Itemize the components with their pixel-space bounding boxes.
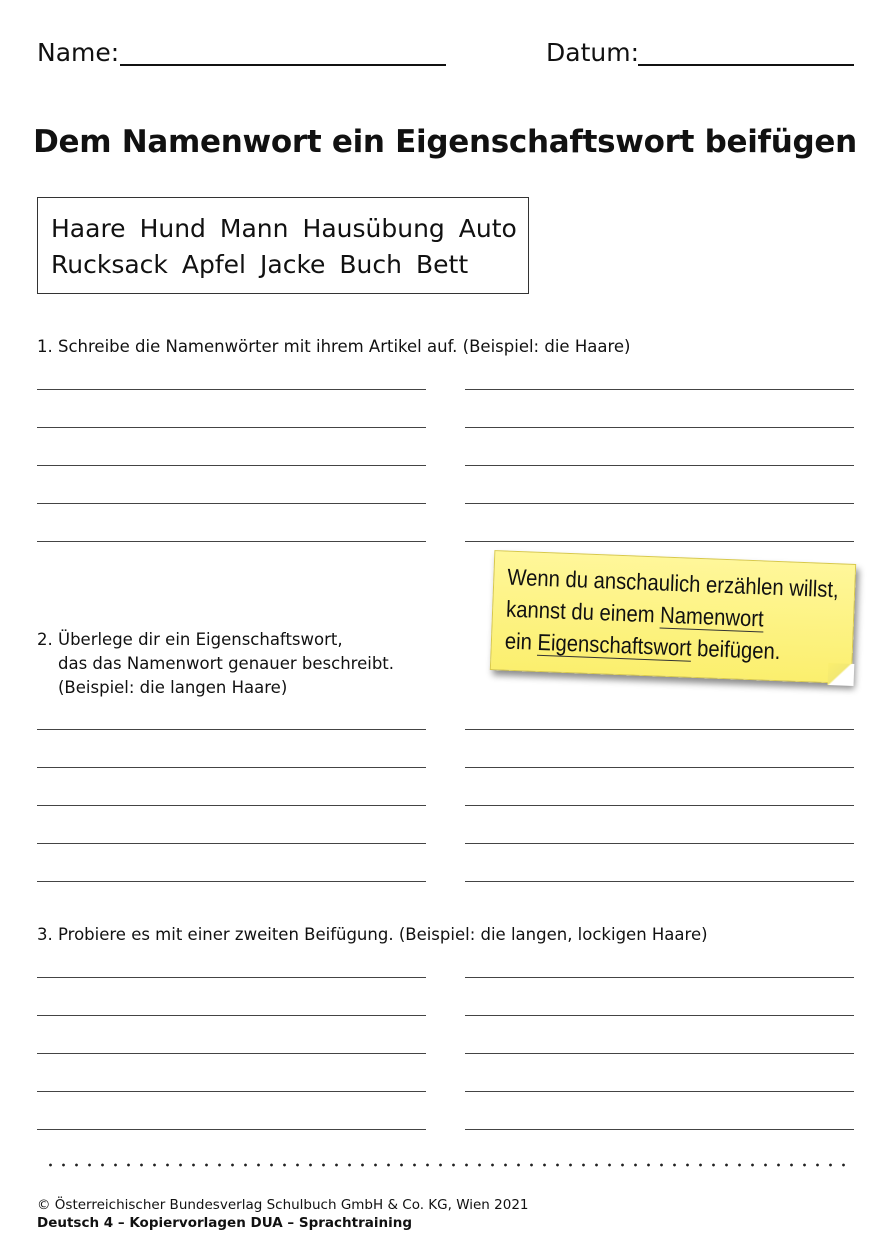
writing-line[interactable] [37, 427, 426, 428]
word-row-2 [51, 247, 528, 283]
underlined-eigenschaftswort: Eigenschaftswort [537, 628, 693, 661]
sticky-note-text [504, 561, 839, 670]
writing-line[interactable] [37, 541, 426, 542]
word-row-1 [51, 211, 528, 247]
underlined-namenwort: Namenwort [659, 601, 765, 632]
writing-line[interactable] [37, 843, 426, 844]
writing-line[interactable] [37, 767, 426, 768]
word-box [37, 197, 529, 294]
writing-line[interactable] [37, 465, 426, 466]
writing-line[interactable] [37, 729, 426, 730]
task-1-instruction: 1. Schreibe die Namenwörter mit ihrem Artikel auf. (Beispiel: die Haare) [37, 337, 631, 356]
writing-line[interactable] [465, 767, 854, 768]
page-title: Dem Namenwort ein Eigenschaftswort beifügen [33, 124, 857, 160]
writing-line[interactable] [465, 541, 854, 542]
note-text-part: beifügen. [691, 634, 781, 665]
writing-line[interactable] [465, 843, 854, 844]
writing-line[interactable] [465, 1015, 854, 1016]
word: Bett [416, 250, 469, 279]
note-text-part: kannst du einem [505, 595, 661, 628]
writing-line[interactable] [37, 805, 426, 806]
task-2-instruction-line-3: (Beispiel: die langen Haare) [58, 678, 288, 697]
writing-line[interactable] [37, 389, 426, 390]
word: Jacke [260, 250, 326, 279]
writing-line[interactable] [37, 881, 426, 882]
word: Mann [219, 214, 289, 243]
series-text: Deutsch 4 – Kopiervorlagen DUA – Sprachtraining [37, 1215, 413, 1231]
writing-line[interactable] [465, 1129, 854, 1130]
writing-line[interactable] [37, 503, 426, 504]
writing-line[interactable] [465, 977, 854, 978]
sticky-note [490, 550, 856, 684]
word: Haare [51, 214, 126, 243]
writing-line[interactable] [465, 881, 854, 882]
note-text-part: ein [504, 627, 539, 655]
writing-line[interactable] [465, 465, 854, 466]
writing-line[interactable] [37, 1091, 426, 1092]
writing-line[interactable] [37, 1053, 426, 1054]
writing-line[interactable] [37, 1129, 426, 1130]
writing-line[interactable] [37, 977, 426, 978]
word: Apfel [181, 250, 246, 279]
task-2-instruction-line-1: 2. Überlege dir ein Eigenschaftswort, [37, 630, 343, 649]
writing-line[interactable] [465, 729, 854, 730]
name-field[interactable] [120, 64, 446, 66]
word: Buch [339, 250, 402, 279]
copyright-text: © Österreichischer Bundesverlag Schulbuch GmbH & Co. KG, Wien 2021 [37, 1197, 529, 1213]
word: Auto [458, 214, 517, 243]
name-label: Name: [37, 38, 120, 67]
writing-line[interactable] [465, 427, 854, 428]
writing-line[interactable] [465, 389, 854, 390]
dotted-separator [44, 1160, 854, 1170]
word: Hausübung [302, 214, 445, 243]
task-3-instruction: 3. Probiere es mit einer zweiten Beifügung. (Beispiel: die langen, lockigen Haare) [37, 925, 708, 944]
word: Hund [139, 214, 206, 243]
writing-line[interactable] [465, 1091, 854, 1092]
date-label: Datum: [546, 38, 639, 67]
writing-line[interactable] [465, 1053, 854, 1054]
task-2-instruction-line-2: das das Namenwort genauer beschreibt. [58, 654, 395, 673]
word: Rucksack [51, 250, 168, 279]
date-field[interactable] [638, 64, 854, 66]
note-line-1: Wenn du anschaulich erzählen willst, [506, 563, 840, 603]
writing-line[interactable] [465, 805, 854, 806]
writing-line[interactable] [37, 1015, 426, 1016]
writing-line[interactable] [465, 503, 854, 504]
